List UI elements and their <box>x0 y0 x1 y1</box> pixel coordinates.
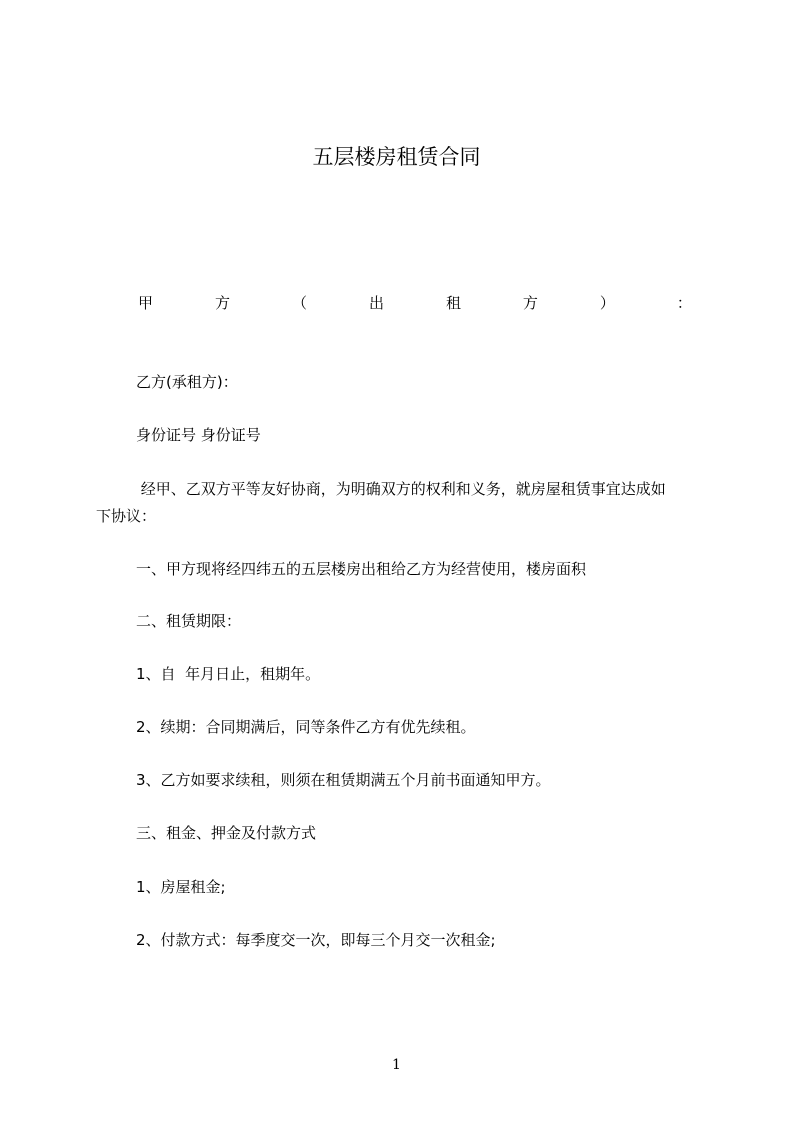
party-a-char: 方 <box>214 293 230 312</box>
clause-3-heading: 三、租金、押金及付款方式 <box>136 824 317 842</box>
party-a-line <box>138 291 692 313</box>
clause-1: 一、甲方现将经四纬五的五层楼房出租给乙方为经营使用，楼房面积 <box>136 560 587 578</box>
party-a-char: 租 <box>445 293 461 312</box>
page-number: 1 <box>392 1057 401 1073</box>
party-a-char: 方 <box>522 293 538 312</box>
clause-2-item-3: 3、乙方如要求续租，则须在租赁期满五个月前书面通知甲方。 <box>136 771 551 789</box>
party-a-char: 甲 <box>138 293 154 312</box>
document-title: 五层楼房租赁合同 <box>312 145 481 169</box>
clause-2-item-1: 1、自 年月日止，租期年。 <box>136 665 321 683</box>
party-a-char: ） <box>599 293 615 312</box>
clause-2-item-2: 2、续期：合同期满后，同等条件乙方有优先续租。 <box>136 718 476 736</box>
party-a-char: （ <box>291 293 307 312</box>
clause-3-item-1: 1、房屋租金; <box>136 878 226 896</box>
clause-3-item-2: 2、付款方式：每季度交一次，即每三个月交一次租金; <box>136 931 496 949</box>
id-number-line: 身份证号 身份证号 <box>136 426 261 444</box>
party-a-char: 出 <box>368 293 384 312</box>
party-b-line: 乙方(承租方)： <box>136 373 238 391</box>
clause-2-heading: 二、租赁期限： <box>136 612 242 630</box>
intro-paragraph: 经甲、乙双方平等友好协商，为明确双方的权利和义务，就房屋租赁事宜达成如 <box>136 480 666 498</box>
party-a-char: ： <box>676 293 692 312</box>
intro-paragraph-continuation: 下协议： <box>96 507 157 525</box>
